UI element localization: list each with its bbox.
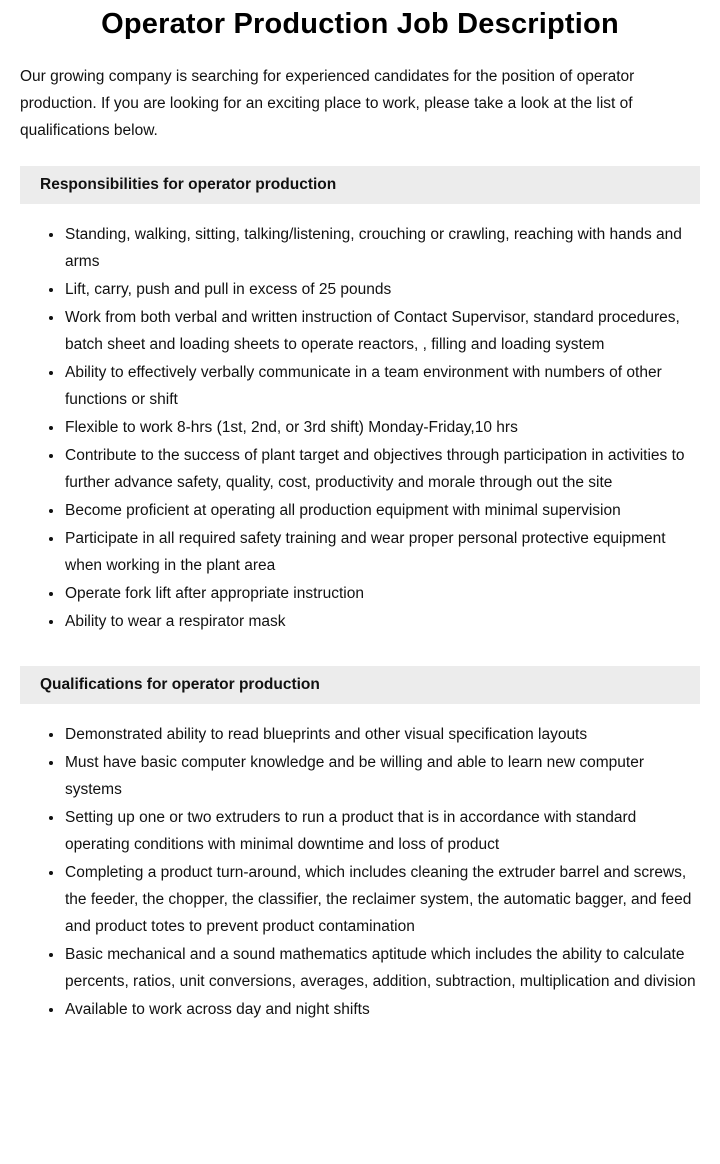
list-item: • Must have basic computer knowledge and be willing and able to learn new computer systems <box>64 750 700 804</box>
list-item: • Flexible to work 8-hrs (1st, 2nd, or 3rd shift) Monday-Friday,10 hrs <box>64 415 700 442</box>
list-item: • Setting up one or two extruders to run a product that is in accordance with standard operating conditions with minimal downtime and loss of product <box>64 805 700 859</box>
responsibilities-heading: Responsibilities for operator production <box>20 166 700 204</box>
responsibilities-section <box>20 166 700 636</box>
list-item: • Work from both verbal and written instruction of Contact Supervisor, standard procedures, batch sheet and loading sheets to operate reactors, , filling and loading system <box>64 305 700 359</box>
list-item: • Operate fork lift after appropriate instruction <box>64 581 700 608</box>
list-item: • Ability to wear a respirator mask <box>64 609 700 636</box>
list-item: • Basic mechanical and a sound mathematics aptitude which includes the ability to calculate percents, ratios, unit conversions, averages, addition, subtraction, multiplication and division <box>64 942 700 996</box>
list-item: • Standing, walking, sitting, talking/listening, crouching or crawling, reaching with hands and arms <box>64 222 700 276</box>
list-item: • Lift, carry, push and pull in excess of 25 pounds <box>64 277 700 304</box>
qualifications-list <box>20 722 700 1024</box>
list-item: • Ability to effectively verbally communicate in a team environment with numbers of other functions or shift <box>64 360 700 414</box>
list-item: • Contribute to the success of plant target and objectives through participation in activities to further advance safety, quality, cost, productivity and morale through out the site <box>64 443 700 497</box>
list-item: • Demonstrated ability to read blueprints and other visual specification layouts <box>64 722 700 749</box>
list-item: • Become proficient at operating all production equipment with minimal supervision <box>64 498 700 525</box>
qualifications-heading: Qualifications for operator production <box>20 666 700 704</box>
page-title: Operator Production Job Description <box>101 8 619 40</box>
list-item: • Participate in all required safety training and wear proper personal protective equipment when working in the plant area <box>64 526 700 580</box>
responsibilities-list <box>20 222 700 636</box>
qualifications-section <box>20 666 700 1024</box>
list-item: • Completing a product turn-around, which includes cleaning the extruder barrel and screws, the feeder, the chopper, the classifier, the reclaimer system, the automatic bagger, and feed and product totes to prevent product contamination <box>64 860 700 941</box>
intro-paragraph: Our growing company is searching for experienced candidates for the position of operator production. If you are looking for an exciting place to work, please take a look at the list of qualifications below. <box>20 68 635 140</box>
list-item: • Available to work across day and night shifts <box>64 997 700 1024</box>
